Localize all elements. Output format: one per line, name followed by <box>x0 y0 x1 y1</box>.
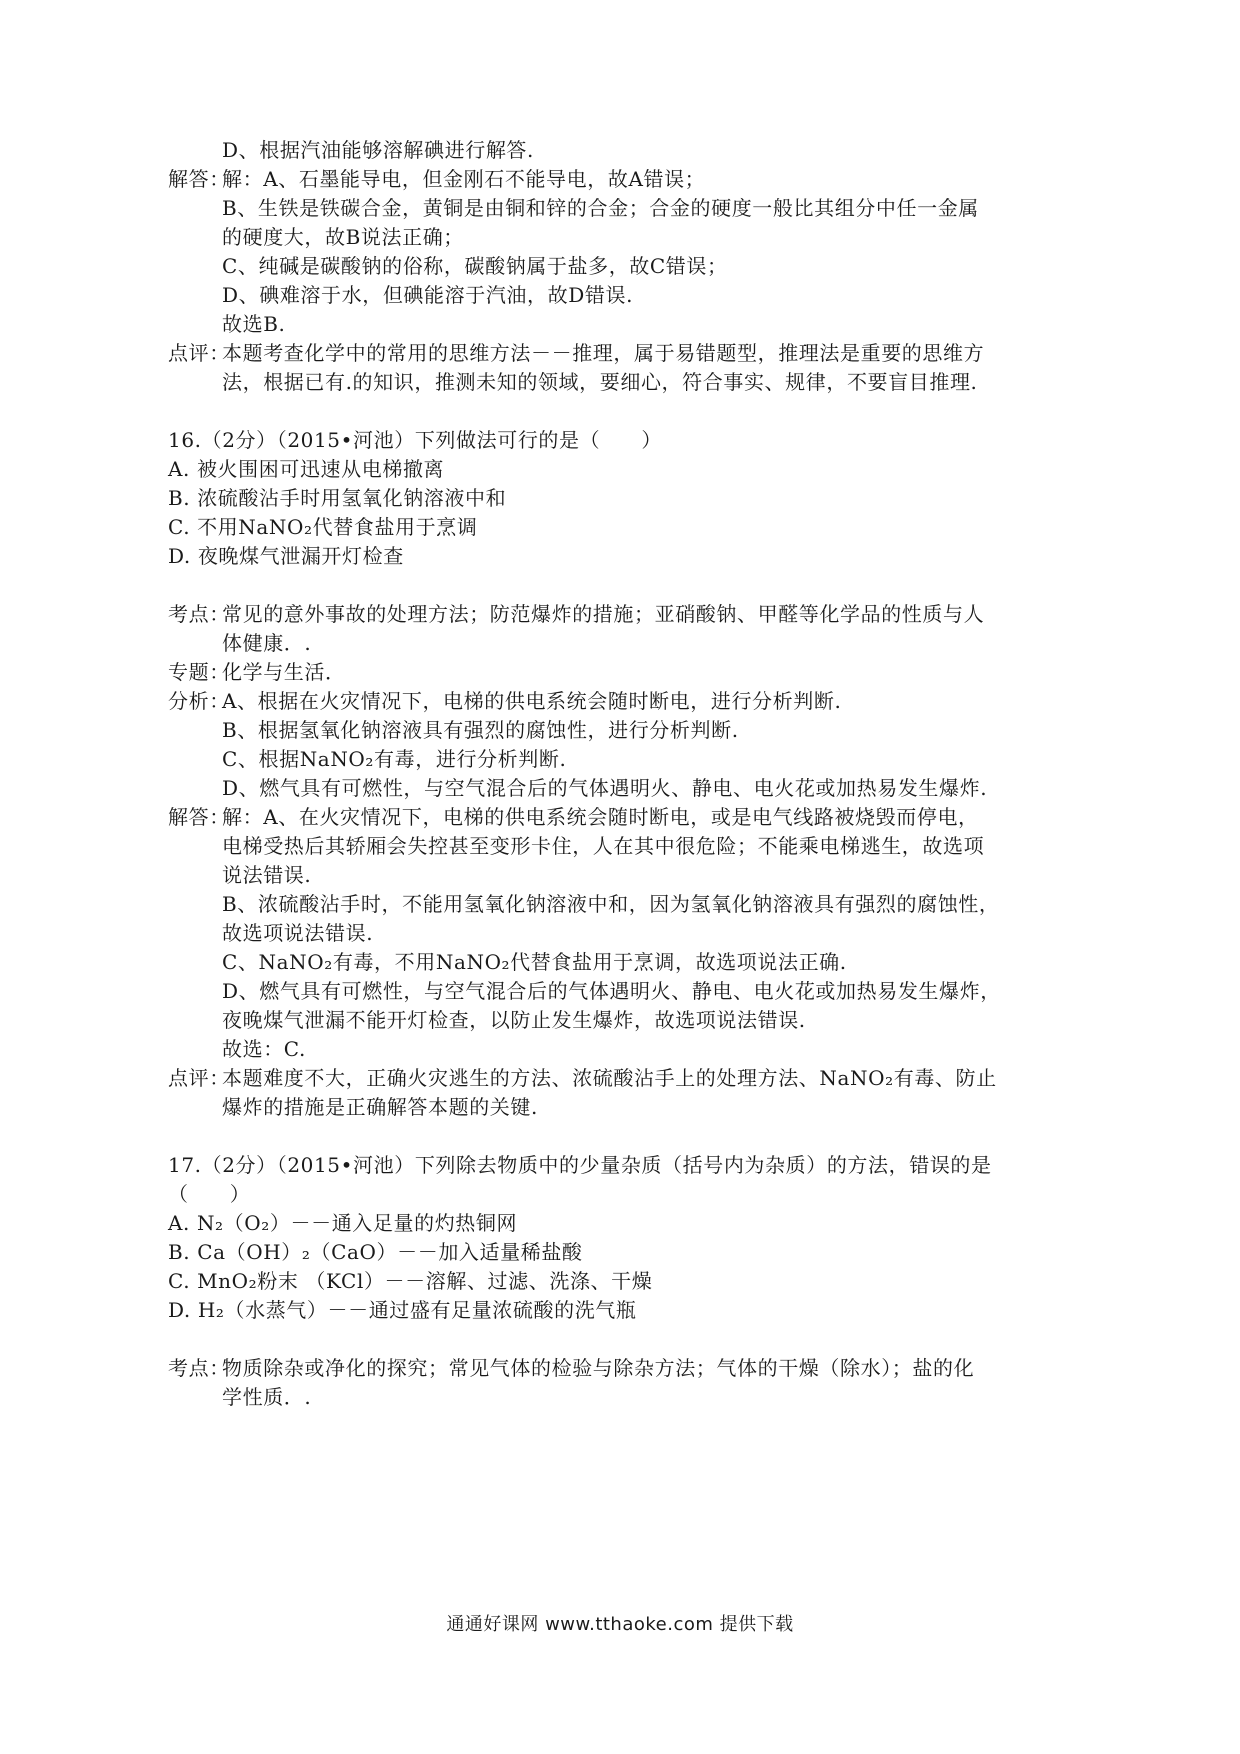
q16-answer-line: 解：A、在火灾情况下，电梯的供电系统会随时断电，或是电气线路被烧毁而停电， <box>222 805 979 829</box>
q16-fenxi-line: A、根据在火灾情况下，电梯的供电系统会随时断电，进行分析判断. <box>222 689 842 713</box>
q15-answer-line: 的硬度大，故B说法正确； <box>222 225 464 249</box>
q16-kaodian-line: 常见的意外事故的处理方法；防范爆炸的措施；亚硝酸钠、甲醛等化学品的性质与人 <box>222 602 985 626</box>
q15-answer-line: D、碘难溶于水，但碘能溶于汽油，故D错误. <box>222 283 634 307</box>
q16-option-a: A. 被火围困可迅速从电梯撤离 <box>168 457 445 481</box>
q16-answer-line: C、NaNO₂有毒，不用NaNO₂代替食盐用于烹调，故选项说法正确. <box>222 950 847 974</box>
q16-comment-line: 本题难度不大，正确火灾逃生的方法、浓硫酸沾手上的处理方法、NaNO₂有毒、防止 <box>222 1066 997 1090</box>
q17-stem: 17.（2分）（2015•河池）下列除去物质中的少量杂质（括号内为杂质）的方法，错误的是 <box>168 1153 992 1177</box>
q16-zhuanti: 化学与生活． <box>222 660 346 684</box>
q17-option-d: D. H₂（水蒸气）－－通过盛有足量浓硫酸的洗气瓶 <box>168 1298 637 1322</box>
q16-option-c: C. 不用NaNO₂代替食盐用于烹调 <box>168 515 478 539</box>
q16-answer-line: B、浓硫酸沾手时，不能用氢氧化钠溶液中和，因为氢氧化钠溶液具有强烈的腐蚀性， <box>222 892 1000 916</box>
q15-comment-label: 点评： <box>168 341 230 365</box>
q16-comment-line: 爆炸的措施是正确解答本题的关键. <box>222 1095 538 1119</box>
q16-option-b: B. 浓硫酸沾手时用氢氧化钠溶液中和 <box>168 486 507 510</box>
q16-kaodian-label: 考点： <box>168 602 230 626</box>
q17-stem: （ ） <box>168 1182 251 1206</box>
q15-comment-line: 本题考查化学中的常用的思维方法－－推理，属于易错题型，推理法是重要的思维方 <box>222 341 985 365</box>
q16-fenxi-line: D、燃气具有可燃性，与空气混合后的气体遇明火、静电、电火花或加热易发生爆炸. <box>222 776 988 800</box>
q15-answer-line: B、生铁是铁碳合金，黄铜是由铜和锌的合金；合金的硬度一般比其组分中任一金属 <box>222 196 979 220</box>
q16-stem: 16.（2分）（2015•河池）下列做法可行的是（ ） <box>168 428 663 452</box>
page-footer: 通通好课网 www.tthaoke.com 提供下载 <box>446 1614 794 1635</box>
q15-answer-line: C、纯碱是碳酸钠的俗称，碳酸钠属于盐多，故C错误； <box>222 254 728 278</box>
q15-answer-line: 故选B. <box>222 312 286 336</box>
q17-option-a: A. N₂（O₂）－－通入足量的灼热铜网 <box>168 1211 518 1235</box>
q16-answer-line: D、燃气具有可燃性，与空气混合后的气体遇明火、静电、电火花或加热易发生爆炸， <box>222 979 1001 1003</box>
q16-fenxi-label: 分析： <box>168 689 230 713</box>
q16-answer-line: 故选：C. <box>222 1037 306 1061</box>
q16-kaodian-line: 体健康．. <box>222 631 312 655</box>
q16-answer-line: 说法错误. <box>222 863 312 887</box>
q15-answer-label: 解答： <box>168 167 230 191</box>
q16-option-d: D. 夜晚煤气泄漏开灯检查 <box>168 544 404 568</box>
q17-option-b: B. Ca（OH）₂（CaO）－－加入适量稀盐酸 <box>168 1240 583 1264</box>
q15-analysis-d: D、根据汽油能够溶解碘进行解答. <box>222 138 534 162</box>
q17-option-c: C. MnO₂粉末 （KCl）－－溶解、过滤、洗涤、干燥 <box>168 1269 653 1293</box>
q17-kaodian-label: 考点： <box>168 1356 230 1380</box>
q16-answer-line: 夜晚煤气泄漏不能开灯检查，以防止发生爆炸，故选项说法错误. <box>222 1008 806 1032</box>
q16-zhuanti-label: 专题： <box>168 660 230 684</box>
q16-answer-line: 电梯受热后其轿厢会失控甚至变形卡住，人在其中很危险；不能乘电梯逃生，故选项 <box>222 834 985 858</box>
q16-answer-line: 故选项说法错误. <box>222 921 374 945</box>
q16-fenxi-line: C、根据NaNO₂有毒，进行分析判断. <box>222 747 567 771</box>
q17-kaodian-line: 物质除杂或净化的探究；常见气体的检验与除杂方法；气体的干燥（除水）；盐的化 <box>222 1356 975 1380</box>
q15-answer-line: 解：A、石墨能导电，但金刚石不能导电，故A错误； <box>222 167 706 191</box>
q16-answer-label: 解答： <box>168 805 230 829</box>
q15-comment-line: 法，根据已有.的知识，推测未知的领域，要细心，符合事实、规律，不要盲目推理. <box>222 370 978 394</box>
q16-comment-label: 点评： <box>168 1066 230 1090</box>
q17-kaodian-line: 学性质．. <box>222 1385 312 1409</box>
q16-fenxi-line: B、根据氢氧化钠溶液具有强烈的腐蚀性，进行分析判断. <box>222 718 739 742</box>
